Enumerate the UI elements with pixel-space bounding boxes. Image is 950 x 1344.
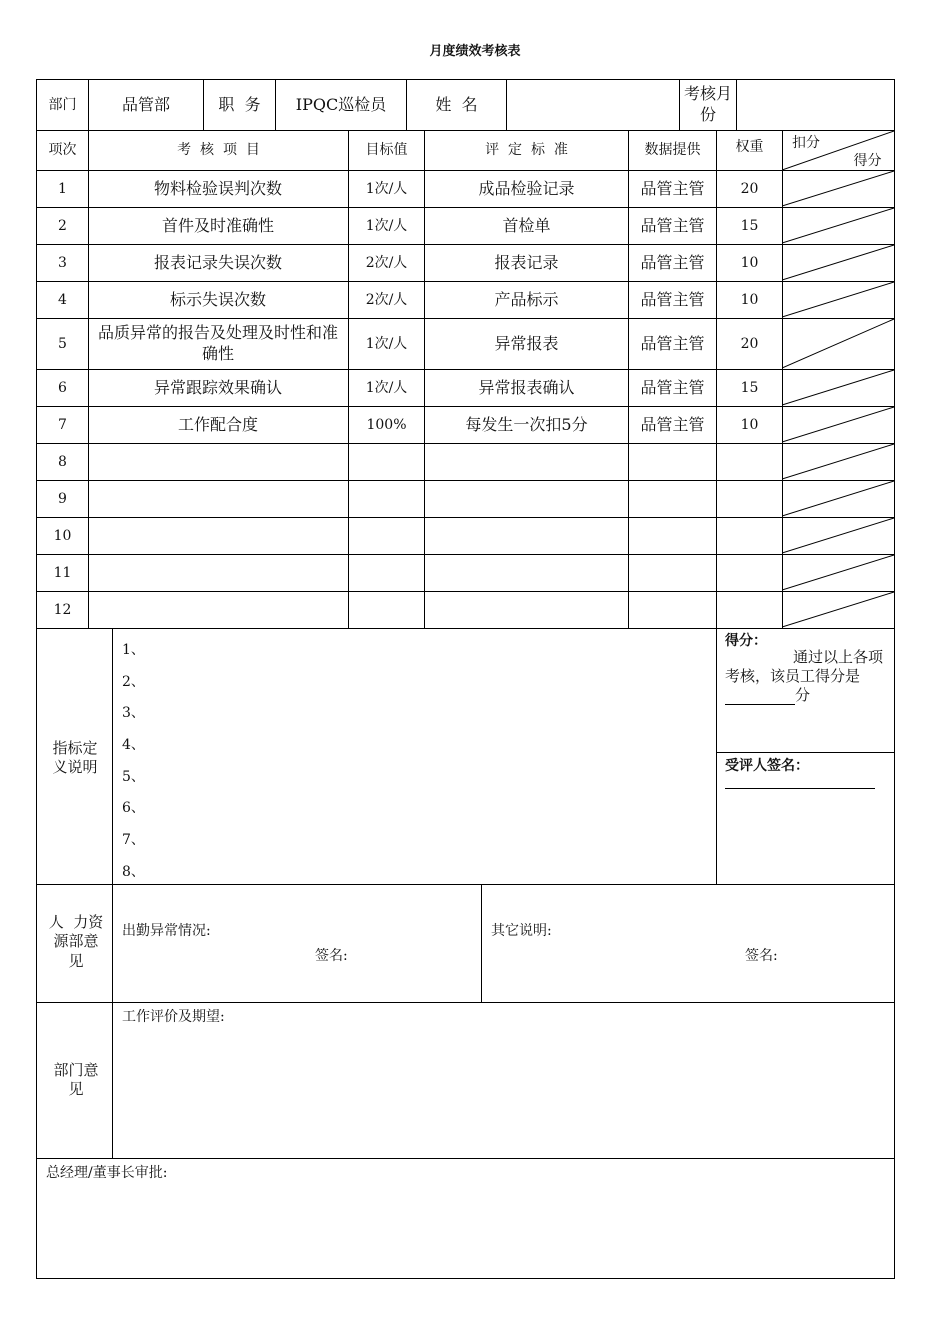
row-weight: 10 [740,254,759,271]
row-source [629,444,716,480]
col-target: 目标值 [365,142,408,159]
gm-approval-label: 总经理/董事长审批: [46,1164,168,1181]
dept-opinion-label: 部门意见 [53,1060,99,1098]
score-cell-diagonal[interactable] [782,591,895,628]
score-blank[interactable] [725,690,795,705]
row-standard: 成品检验记录 [478,178,575,198]
row-item: 报表记录失误次数 [153,252,282,272]
row-weight: 15 [740,217,759,234]
indicator-item: 7、 [122,832,145,849]
hr-sign-1: 签名: [315,947,348,964]
indicator-list [122,640,145,894]
hr-label: 人 力资源部意 见 [48,912,109,970]
name-value-field[interactable] [507,80,679,130]
indicator-item: 2、 [122,673,145,690]
score-cell-diagonal[interactable] [782,443,895,480]
header-diagonal [782,130,895,171]
row-no: 7 [58,416,67,433]
name-label: 姓 名 [435,94,478,114]
other-label: 其它说明: [491,922,552,939]
dept-value: 品管部 [121,94,170,114]
row-no: 10 [53,527,72,544]
col-score: 得分 [853,152,882,169]
row-source [629,592,716,628]
dept-label: 部门 [48,96,77,113]
row-no: 1 [58,180,67,197]
col-no: 项次 [48,142,77,159]
row-target [349,481,424,517]
row-standard [425,518,628,554]
col-deduct: 扣分 [792,134,820,151]
indicator-item: 1、 [122,642,145,658]
row-item [92,555,344,591]
month-label: 考核月份 [684,84,733,124]
row-weight: 20 [740,335,759,352]
row-standard [425,444,628,480]
row-item [92,518,344,554]
row-target: 1次/人 [365,217,408,234]
signature-line[interactable] [725,788,875,789]
row-target [349,444,424,480]
row-weight [717,555,782,591]
score-text-block [725,648,887,705]
row-standard: 异常报表确认 [478,377,575,397]
row-item: 工作配合度 [177,414,258,434]
attendance-label: 出勤异常情况: [122,922,211,939]
row-item: 首件及时准确性 [161,215,274,235]
row-target: 1次/人 [365,335,408,352]
row-source [629,518,716,554]
row-no: 9 [58,490,67,507]
row-standard [425,481,628,517]
score-cell-diagonal[interactable] [782,554,895,591]
row-item: 物料检验误判次数 [153,178,282,198]
row-source: 品管主管 [640,289,705,309]
row-target: 100% [366,416,407,433]
row-source: 品管主管 [640,414,705,434]
row-no: 4 [58,291,67,308]
indicator-item: 6、 [122,800,145,817]
row-source [629,481,716,517]
row-item [92,444,344,480]
dept-opinion-text: 工作评价及期望: [122,1008,225,1025]
row-no: 2 [58,217,67,234]
row-weight: 20 [740,180,759,197]
row-item: 异常跟踪效果确认 [153,377,282,397]
row-weight [717,592,782,628]
row-item [92,592,344,628]
row-standard: 异常报表 [494,333,559,353]
row-no: 6 [58,379,67,396]
row-target: 1次/人 [365,379,408,396]
score-cell-diagonal[interactable] [782,170,895,207]
col-item: 考 核 项 目 [177,142,260,159]
row-source: 品管主管 [640,377,705,397]
score-unit: 分 [795,686,811,704]
row-weight [717,481,782,517]
row-item: 标示失误次数 [169,289,266,309]
row-target: 2次/人 [365,254,408,271]
row-no: 5 [58,335,67,352]
score-cell-diagonal[interactable] [782,318,895,369]
col-source: 数据提供 [644,142,701,159]
row-target [349,592,424,628]
score-cell-diagonal[interactable] [782,480,895,517]
row-standard: 每发生一次扣5分 [465,414,588,434]
signature-label: 受评人签名： [725,758,809,774]
row-weight: 10 [740,416,759,433]
row-source [629,555,716,591]
score-cell-diagonal[interactable] [782,244,895,281]
row-weight [717,518,782,554]
form-title: 月度绩效考核表 [429,44,521,59]
indicator-item: 3、 [122,705,145,722]
row-standard [425,555,628,591]
row-item [92,481,344,517]
row-source: 品管主管 [640,333,705,353]
row-standard: 产品标示 [494,289,559,309]
row-no: 12 [53,601,72,618]
row-source: 品管主管 [640,178,705,198]
row-source: 品管主管 [640,252,705,272]
row-weight: 15 [740,379,759,396]
row-standard [425,592,628,628]
score-title: 得分： [725,633,767,649]
month-value-field[interactable] [737,80,894,130]
row-target: 2次/人 [365,291,408,308]
score-text: 通过以上各项考核，该员工得分是 [725,648,884,685]
row-weight [717,444,782,480]
row-no: 8 [58,453,67,470]
col-weight: 权重 [735,138,764,155]
indicator-item: 5、 [122,768,145,785]
score-cell-diagonal[interactable] [782,207,895,244]
row-no: 3 [58,254,67,271]
position-value: IPQC巡检员 [295,94,387,114]
row-standard: 首检单 [502,215,551,235]
score-cell-diagonal[interactable] [782,369,895,406]
hr-sign-2: 签名: [745,947,778,964]
row-item: 品质异常的报告及处理及时性和准确性 [97,323,338,363]
row-target [349,518,424,554]
row-target [349,555,424,591]
row-source: 品管主管 [640,215,705,235]
indicator-item: 4、 [122,737,145,754]
row-target: 1次/人 [365,180,408,197]
row-weight: 10 [740,291,759,308]
indicator-label: 指标定义说明 [52,738,98,776]
col-standard: 评 定 标 准 [485,142,568,159]
score-cell-diagonal[interactable] [782,281,895,318]
row-standard: 报表记录 [494,252,559,272]
score-cell-diagonal[interactable] [782,517,895,554]
position-label: 职 务 [218,94,261,114]
indicator-item: 8、 [122,863,145,880]
score-cell-diagonal[interactable] [782,406,895,443]
row-no: 11 [53,564,72,581]
